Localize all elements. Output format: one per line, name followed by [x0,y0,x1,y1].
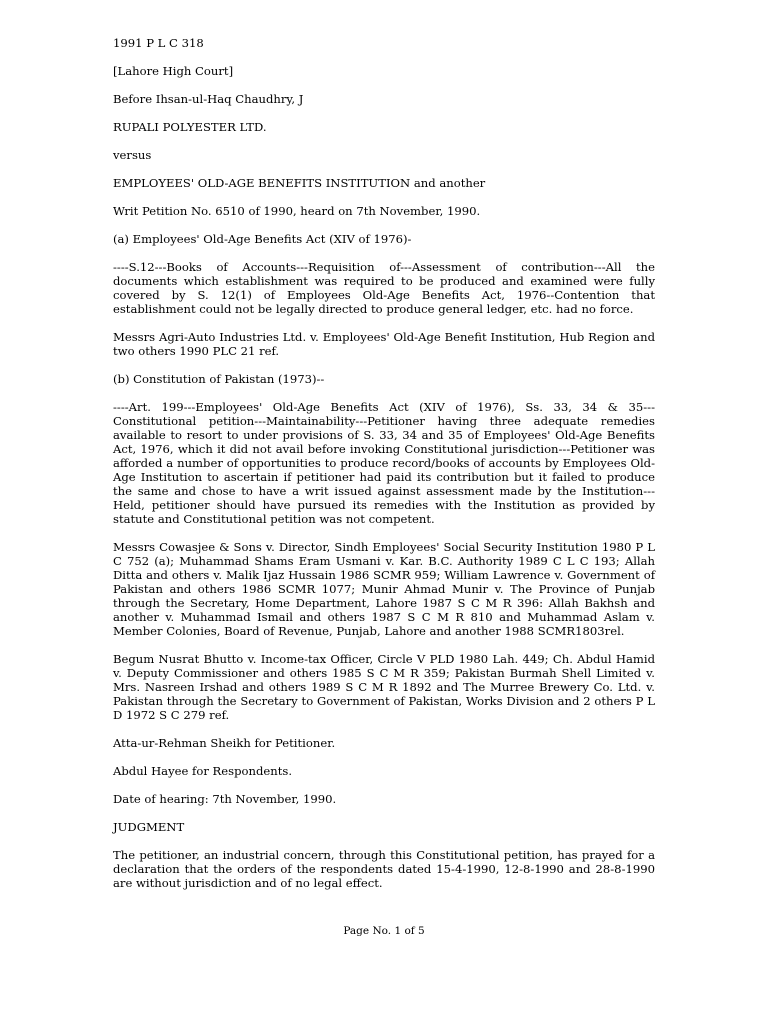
headnote-b-heading: (b) Constitution of Pakistan (1973)-- [113,372,325,386]
judgment-heading: JUDGMENT [113,820,185,834]
counsel-respondents: Abdul Hayee for Respondents. [113,764,293,778]
bench: Before Ihsan-ul-Haq Chaudhry, J [113,92,304,106]
hearing-date: Date of hearing: 7th November, 1990. [113,792,337,806]
headnote-b-references-2: Begum Nusrat Bhutto v. Income-tax Officer, Circle V PLD 1980 Lah. 449; Ch. Abdul Hamid v. Deputy Commissioner and others 1985 S C M R 359; Pakistan Burmah Shell Limited v. Mrs. Nasreen Irshad and others 1989 S C M R 1892 and The Murree Brewery Co. Ltd. v. Pakistan through the Secretary to Government of Pakistan, Works Division and 2 others P L D 1972 S C 279 ref. [113,652,655,722]
case-citation: 1991 P L C 318 [113,36,204,50]
headnote-a-text: ----S.12---Books of Accounts---Requisition of---Assessment of contribution---All the documents which establishment was required to be produced and examined were fully covered by S. 12(1) of Employees Old-Age Benefits Act, 1976--Contention that establishment could not be legally directed to produce general ledger, etc. had no force. [113,260,655,316]
headnote-b-references-1: Messrs Cowasjee & Sons v. Director, Sindh Employees' Social Security Institution 1980 P L C 752 (a); Muhammad Shams Eram Usmani v. Kar. B.C. Authority 1989 C L C 193; Allah Ditta and others v. Malik Ijaz Hussain 1986 SCMR 959; William Lawrence v. Government of Pakistan and others 1986 SCMR 1077; Munir Ahmad Munir v. The Province of Punjab through the Secretary, Home Department, Lahore 1987 S C M R 396: Allah Bakhsh and another v. Muhammad Ismail and others 1987 S C M R 810 and Muhammad Aslam v. Member Colonies, Board of Revenue, Punjab, Lahore and another 1988 SCMR1803rel. [113,540,655,638]
document-body [113,36,655,904]
judgment-paragraph: The petitioner, an industrial concern, through this Constitutional petition, has prayed for a declaration that the orders of the respondents dated 15-4-1990, 12-8-1990 and 28-8-1990 are without jurisdiction and of no legal effect. [113,848,655,890]
court-name: [Lahore High Court] [113,64,234,78]
counsel-petitioner: Atta-ur-Rehman Sheikh for Petitioner. [113,736,336,750]
respondent-name: EMPLOYEES' OLD-AGE BENEFITS INSTITUTION and another [113,176,486,190]
petitioner-name: RUPALI POLYESTER LTD. [113,120,267,134]
headnote-a-reference: Messrs Agri-Auto Industries Ltd. v. Employees' Old-Age Benefit Institution, Hub Region and two others 1990 PLC 21 ref. [113,330,655,358]
versus-label: versus [113,148,152,162]
petition-details: Writ Petition No. 6510 of 1990, heard on 7th November, 1990. [113,204,481,218]
page-number: Page No. 1 of 5 [343,925,425,937]
headnote-b-text: ----Art. 199---Employees' Old-Age Benefits Act (XIV of 1976), Ss. 33, 34 & 35---Constitutional petition---Maintainability---Petitioner having three adequate remedies available to resort to under provisions of S. 33, 34 and 35 of Employees' Old-Age Benefits Act, 1976, which it did not avail before invoking Constitutional jurisdiction---Petitioner was afforded a number of opportunities to produce record/books of accounts by Employees Old-Age Institution to ascertain if petitioner had paid its contribution but it failed to produce the same and chose to have a writ issued against assessment made by the Institution---Held, petitioner should have pursued its remedies with the Institution as provided by statute and Constitutional petition was not competent. [113,400,655,526]
headnote-a-heading: (a) Employees' Old-Age Benefits Act (XIV of 1976)- [113,232,412,246]
